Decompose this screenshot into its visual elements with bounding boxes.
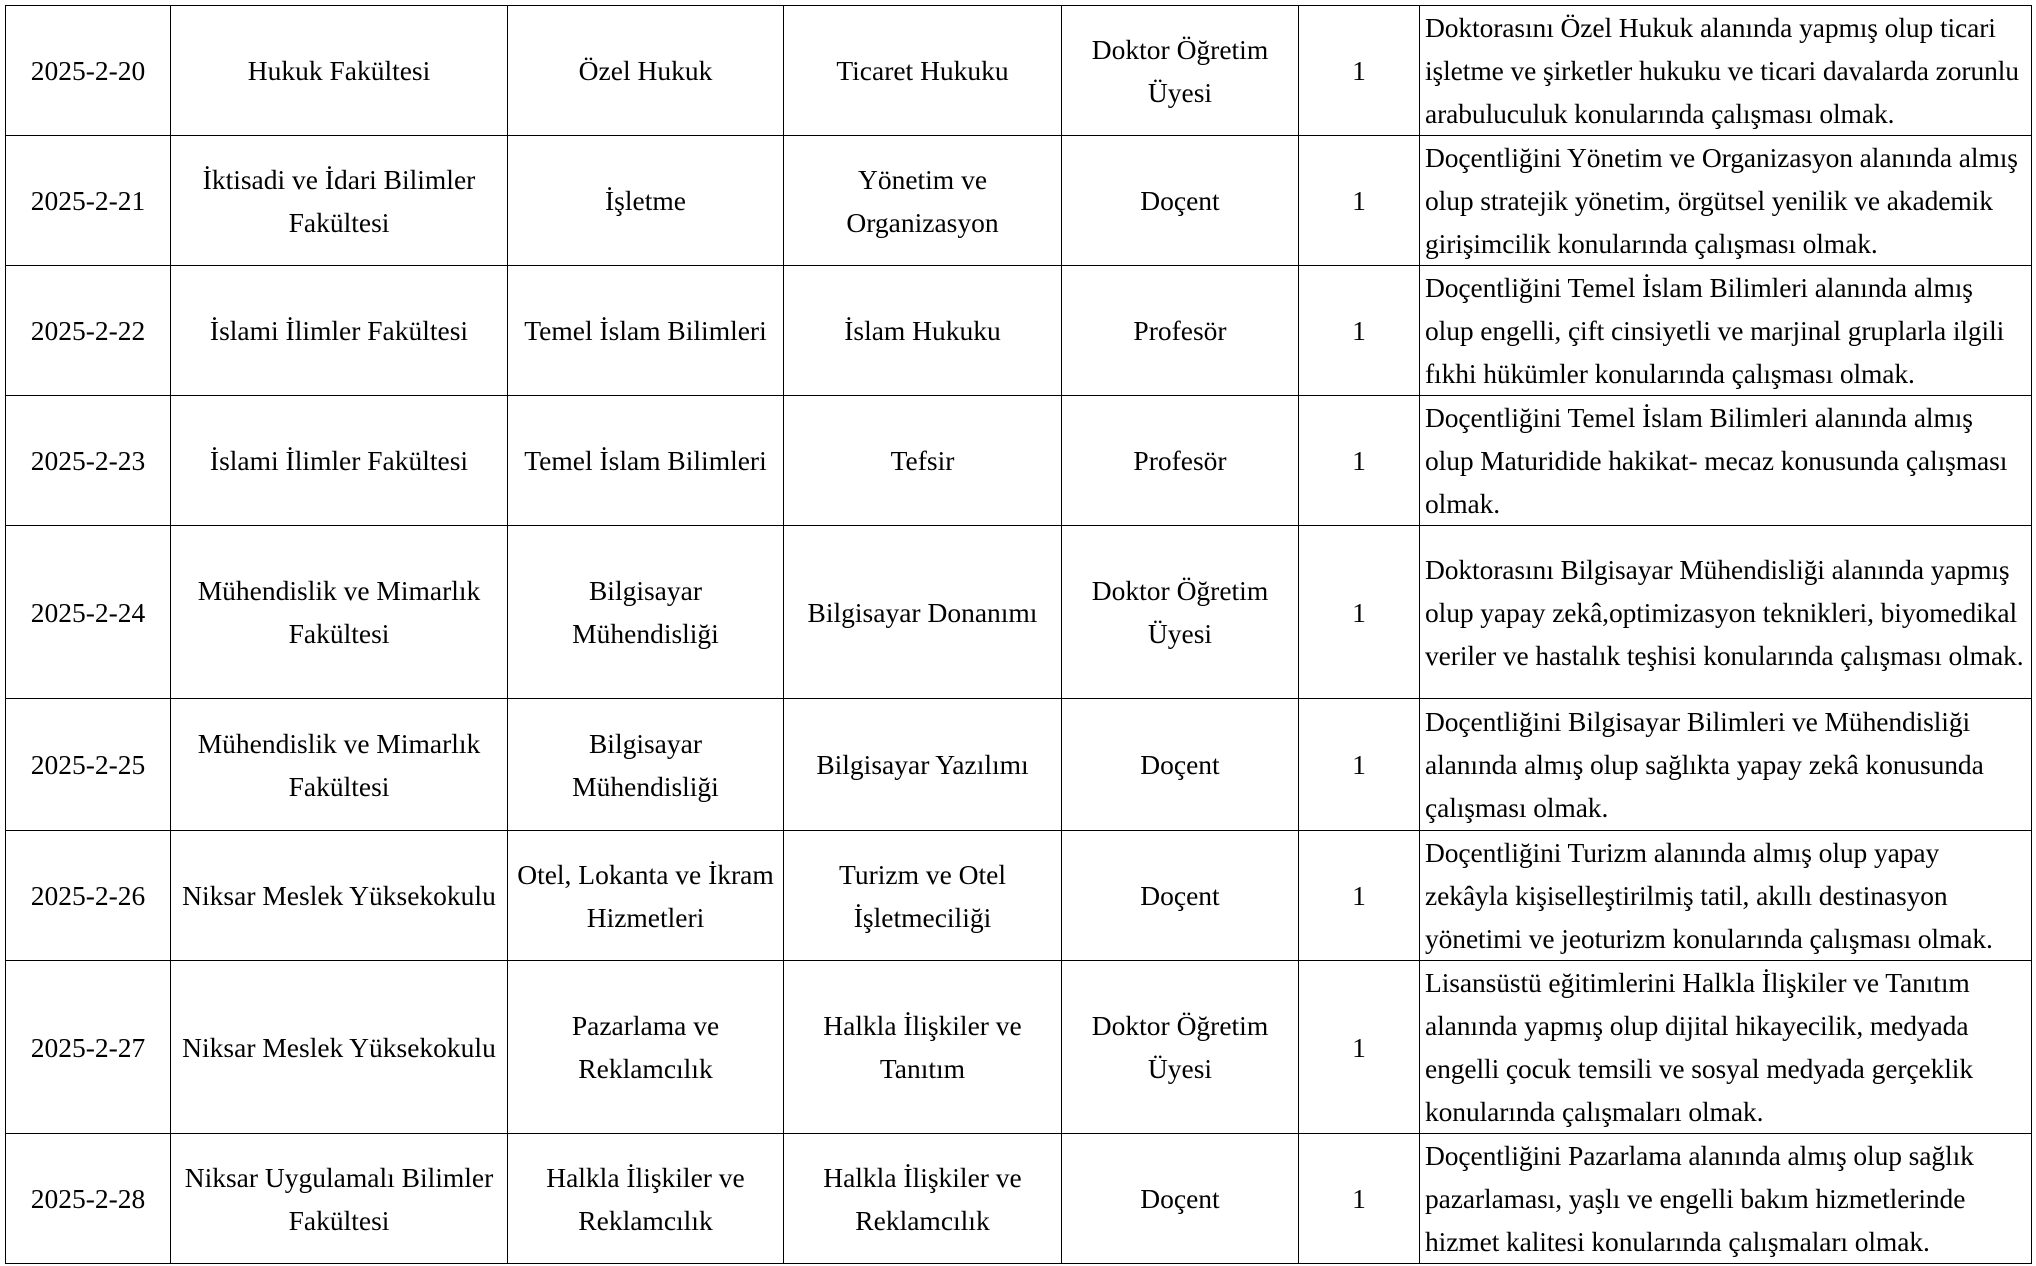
academic-title: Doktor Öğretim Üyesi [1062, 6, 1299, 136]
department-name: Temel İslam Bilimleri [508, 266, 784, 396]
position-count: 1 [1299, 699, 1420, 831]
position-count: 1 [1299, 6, 1420, 136]
academic-title: Doçent [1062, 831, 1299, 961]
position-code: 2025-2-25 [6, 699, 171, 831]
table-row [6, 6, 2032, 136]
academic-title: Doktor Öğretim Üyesi [1062, 526, 1299, 699]
position-code: 2025-2-28 [6, 1134, 171, 1264]
division-name: Bilgisayar Yazılımı [784, 699, 1062, 831]
position-code: 2025-2-22 [6, 266, 171, 396]
department-name: Temel İslam Bilimleri [508, 396, 784, 526]
division-name: Tefsir [784, 396, 1062, 526]
academic-title: Doçent [1062, 136, 1299, 266]
department-name: Pazarlama ve Reklamcılık [508, 961, 784, 1134]
table-row [6, 1134, 2032, 1264]
division-name: İslam Hukuku [784, 266, 1062, 396]
department-name: Halkla İlişkiler ve Reklamcılık [508, 1134, 784, 1264]
academic-title: Doçent [1062, 1134, 1299, 1264]
requirement-text: Doçentliğini Temel İslam Bilimleri alanında almış olup engelli, çift cinsiyetli ve marjinal gruplarla ilgili fıkhi hükümler konularında çalışması olmak. [1420, 266, 2032, 396]
position-count: 1 [1299, 1134, 1420, 1264]
division-name: Ticaret Hukuku [784, 6, 1062, 136]
position-code: 2025-2-23 [6, 396, 171, 526]
position-code: 2025-2-21 [6, 136, 171, 266]
faculty-name: Niksar Meslek Yüksekokulu [171, 961, 508, 1134]
academic-title: Profesör [1062, 396, 1299, 526]
academic-title: Doçent [1062, 699, 1299, 831]
table-row [6, 961, 2032, 1134]
position-code: 2025-2-26 [6, 831, 171, 961]
department-name: İşletme [508, 136, 784, 266]
requirement-text: Lisansüstü eğitimlerini Halkla İlişkiler ve Tanıtım alanında yapmış olup dijital hikayecilik, medyada engelli çocuk temsili ve sosyal medyada gerçeklik konularında çalışmaları olmak. [1420, 961, 2032, 1134]
faculty-name: İktisadi ve İdari Bilimler Fakültesi [171, 136, 508, 266]
academic-title: Profesör [1062, 266, 1299, 396]
position-count: 1 [1299, 831, 1420, 961]
position-count: 1 [1299, 396, 1420, 526]
requirement-text: Doçentliğini Yönetim ve Organizasyon alanında almış olup stratejik yönetim, örgütsel yenilik ve akademik girişimcilik konularında çalışması olmak. [1420, 136, 2032, 266]
requirement-text: Doçentliğini Turizm alanında almış olup yapay zekâyla kişiselleştirilmiş tatil, akıllı destinasyon yönetimi ve jeoturizm konularında çalışması olmak. [1420, 831, 2032, 961]
position-count: 1 [1299, 136, 1420, 266]
faculty-name: Mühendislik ve Mimarlık Fakültesi [171, 699, 508, 831]
academic-title: Doktor Öğretim Üyesi [1062, 961, 1299, 1134]
division-name: Halkla İlişkiler ve Tanıtım [784, 961, 1062, 1134]
faculty-name: Niksar Uygulamalı Bilimler Fakültesi [171, 1134, 508, 1264]
position-count: 1 [1299, 526, 1420, 699]
faculty-name: İslami İlimler Fakültesi [171, 266, 508, 396]
faculty-name: İslami İlimler Fakültesi [171, 396, 508, 526]
requirement-text: Doktorasını Bilgisayar Mühendisliği alanında yapmış olup yapay zekâ,optimizasyon teknikleri, biyomedikal veriler ve hastalık teşhisi konularında çalışması olmak. [1420, 526, 2032, 699]
department-name: Bilgisayar Mühendisliği [508, 526, 784, 699]
table-row [6, 699, 2032, 831]
position-table [5, 5, 2032, 1264]
division-name: Turizm ve Otel İşletmeciliği [784, 831, 1062, 961]
division-name: Bilgisayar Donanımı [784, 526, 1062, 699]
position-code: 2025-2-20 [6, 6, 171, 136]
requirement-text: Doçentliğini Temel İslam Bilimleri alanında almış olup Maturidide hakikat- mecaz konusunda çalışması olmak. [1420, 396, 2032, 526]
table-row [6, 396, 2032, 526]
department-name: Özel Hukuk [508, 6, 784, 136]
table-row [6, 526, 2032, 699]
requirement-text: Doktorasını Özel Hukuk alanında yapmış olup ticari işletme ve şirketler hukuku ve ticari davalarda zorunlu arabuluculuk konularında çalışması olmak. [1420, 6, 2032, 136]
position-count: 1 [1299, 961, 1420, 1134]
faculty-name: Mühendislik ve Mimarlık Fakültesi [171, 526, 508, 699]
position-code: 2025-2-27 [6, 961, 171, 1134]
requirement-text: Doçentliğini Bilgisayar Bilimleri ve Mühendisliği alanında almış olup sağlıkta yapay zekâ konusunda çalışması olmak. [1420, 699, 2032, 831]
division-name: Halkla İlişkiler ve Reklamcılık [784, 1134, 1062, 1264]
requirement-text: Doçentliğini Pazarlama alanında almış olup sağlık pazarlaması, yaşlı ve engelli bakım hizmetlerinde hizmet kalitesi konularında çalışmaları olmak. [1420, 1134, 2032, 1264]
faculty-name: Hukuk Fakültesi [171, 6, 508, 136]
department-name: Bilgisayar Mühendisliği [508, 699, 784, 831]
division-name: Yönetim ve Organizasyon [784, 136, 1062, 266]
faculty-name: Niksar Meslek Yüksekokulu [171, 831, 508, 961]
table-row [6, 266, 2032, 396]
position-code: 2025-2-24 [6, 526, 171, 699]
table-row [6, 136, 2032, 266]
position-count: 1 [1299, 266, 1420, 396]
department-name: Otel, Lokanta ve İkram Hizmetleri [508, 831, 784, 961]
table-row [6, 831, 2032, 961]
